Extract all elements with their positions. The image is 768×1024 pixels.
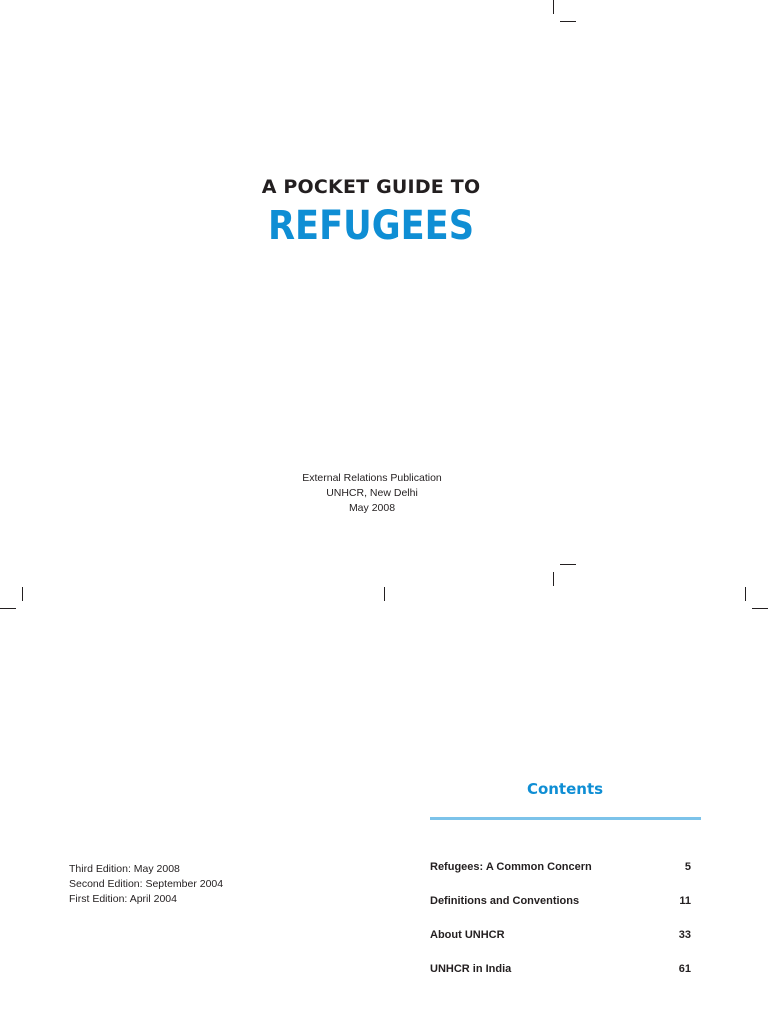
title-subheading: A POCKET GUIDE TO — [261, 176, 481, 198]
edition-history — [69, 862, 223, 907]
toc-entry[interactable] — [430, 929, 691, 963]
toc-entry-page: 33 — [678, 929, 691, 941]
publisher-line: External Relations Publication — [302, 472, 442, 484]
contents-heading: Contents — [526, 780, 604, 798]
cover-title — [0, 173, 742, 251]
publisher-line: UNHCR, New Delhi — [326, 487, 418, 499]
crop-mark — [560, 21, 576, 22]
toc-entry-title: UNHCR in India — [430, 963, 512, 975]
table-of-contents — [430, 861, 691, 997]
edition-line: Second Edition: September 2004 — [69, 878, 224, 890]
toc-entry[interactable] — [430, 861, 691, 895]
crop-mark — [560, 564, 576, 565]
crop-mark — [752, 608, 768, 609]
publisher-line: May 2008 — [348, 502, 396, 514]
crop-mark — [553, 572, 554, 586]
toc-entry-page: 11 — [679, 895, 691, 907]
toc-entry-title: About UNHCR — [430, 929, 505, 941]
toc-entry-title: Definitions and Conventions — [430, 895, 580, 907]
crop-mark — [745, 587, 746, 601]
publisher-info — [0, 471, 744, 516]
toc-entry[interactable] — [430, 963, 691, 997]
title-main: REFUGEES — [267, 203, 475, 249]
crop-mark — [22, 587, 23, 601]
edition-line: Third Edition: May 2008 — [69, 863, 180, 875]
contents-divider — [430, 817, 701, 820]
crop-mark — [553, 0, 554, 14]
crop-mark — [0, 608, 16, 609]
edition-line: First Edition: April 2004 — [69, 893, 177, 905]
toc-entry-title: Refugees: A Common Concern — [430, 861, 592, 873]
toc-entry-page: 61 — [678, 963, 691, 975]
toc-entry-page: 5 — [684, 861, 691, 873]
toc-entry[interactable] — [430, 895, 691, 929]
crop-mark — [384, 587, 385, 601]
